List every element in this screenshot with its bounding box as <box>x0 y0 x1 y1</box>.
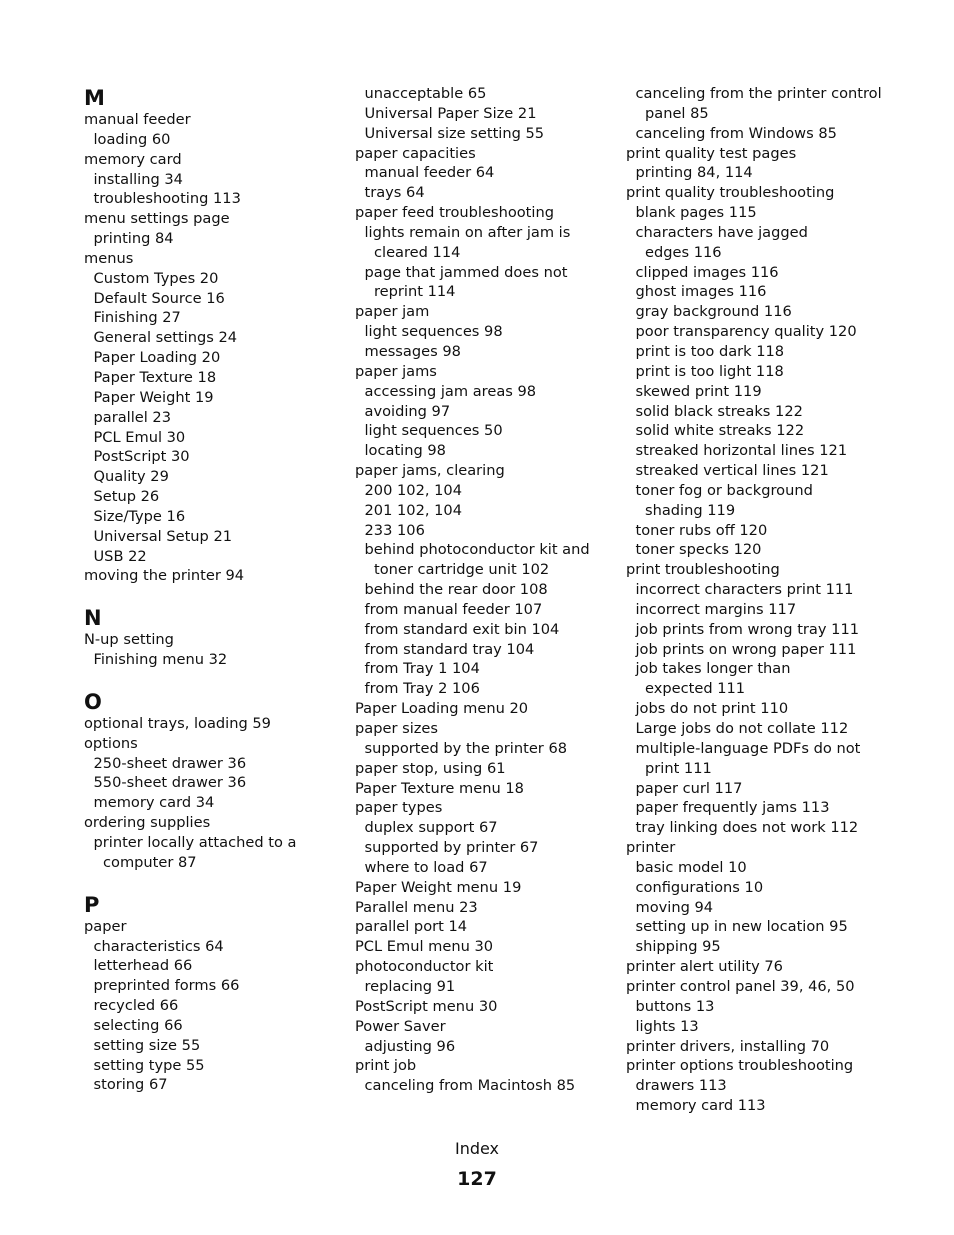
index-subentry: behind the rear door 108 <box>364 581 548 599</box>
index-subentry: from Tray 2 106 <box>364 680 480 698</box>
index-entry: PCL Emul menu 30 <box>355 938 494 956</box>
index-entry-continuation: computer 87 <box>103 853 197 871</box>
index-subentry: drawers 113 <box>635 1077 727 1095</box>
index-entry: parallel port 14 <box>355 918 468 936</box>
index-column-1 <box>84 84 339 1095</box>
index-subentry: Finishing menu 32 <box>93 651 228 669</box>
index-subentry: setting size 55 <box>93 1036 201 1054</box>
index-subentry: streaked vertical lines 121 <box>635 462 829 480</box>
index-subentry: print is too dark 118 <box>635 342 785 360</box>
index-subentry: duplex support 67 <box>364 819 498 837</box>
index-subentry: job takes longer than <box>635 660 791 678</box>
index-subentry: avoiding 97 <box>364 402 451 420</box>
section-gap <box>84 586 339 604</box>
section-letter-heading: N <box>84 606 102 631</box>
index-subentry: light sequences 50 <box>364 422 503 440</box>
index-entry-continuation: edges 116 <box>645 243 722 261</box>
index-subentry: trays 64 <box>364 184 425 202</box>
index-entry: Paper Texture menu 18 <box>355 779 524 797</box>
index-entry: paper stop, using 61 <box>355 759 506 777</box>
index-entry: manual feeder <box>84 111 191 128</box>
index-subentry: supported by the printer 68 <box>364 739 568 757</box>
index-subentry: ghost images 116 <box>635 283 767 301</box>
index-subentry: jobs do not print 110 <box>635 700 789 718</box>
index-subentry: 550-sheet drawer 36 <box>93 774 247 792</box>
index-subentry: Size/Type 16 <box>93 507 186 525</box>
index-subentry: loading 60 <box>93 130 171 148</box>
index-subentry: replacing 91 <box>364 977 456 995</box>
index-subentry: printing 84 <box>93 230 174 248</box>
index-entry: Power Saver <box>355 1017 446 1035</box>
index-subentry: where to load 67 <box>364 858 488 876</box>
index-entry: paper <box>84 917 127 935</box>
index-column-3 <box>626 84 896 1116</box>
index-subentry: supported by printer 67 <box>364 839 539 857</box>
index-subentry: from standard exit bin 104 <box>364 620 560 638</box>
index-subentry: configurations 10 <box>635 878 764 896</box>
index-entry: print quality test pages <box>626 144 797 162</box>
section-gap <box>84 670 339 688</box>
index-subentry: page that jammed does not <box>364 263 568 281</box>
index-subentry: unacceptable 65 <box>364 85 487 102</box>
index-subentry: accessing jam areas 98 <box>364 382 537 400</box>
index-subentry: from manual feeder 107 <box>364 600 543 618</box>
index-subentry: installing 34 <box>93 170 183 188</box>
index-entry: Paper Weight menu 19 <box>355 878 522 896</box>
index-entry: ordering supplies <box>84 814 211 832</box>
index-subentry: from standard tray 104 <box>364 640 535 658</box>
index-subentry: incorrect characters print 111 <box>635 581 854 599</box>
index-subentry: messages 98 <box>364 342 461 360</box>
section-letter-heading: O <box>84 689 102 714</box>
index-subentry: from Tray 1 104 <box>364 660 480 678</box>
index-subentry: recycled 66 <box>93 997 179 1015</box>
index-subentry: streaked horizontal lines 121 <box>635 442 848 460</box>
index-subentry: buttons 13 <box>635 997 715 1015</box>
index-subentry: Paper Texture 18 <box>93 368 217 386</box>
index-subentry: gray background 116 <box>635 303 792 321</box>
index-subentry: manual feeder 64 <box>364 164 495 182</box>
index-subentry: USB 22 <box>93 547 147 565</box>
index-subentry: General settings 24 <box>93 329 238 347</box>
index-subentry: 250-sheet drawer 36 <box>93 754 247 772</box>
index-entry: PostScript menu 30 <box>355 997 498 1015</box>
index-subentry: Quality 29 <box>93 468 169 486</box>
index-subentry: printing 84, 114 <box>635 164 753 182</box>
index-subentry: printer locally attached to a <box>93 834 297 851</box>
index-subentry: locating 98 <box>364 442 446 460</box>
index-subentry: adjusting 96 <box>364 1037 456 1055</box>
index-entry-continuation: expected 111 <box>645 680 746 698</box>
index-subentry: paper frequently jams 113 <box>635 799 830 817</box>
index-entry: memory card <box>84 150 182 168</box>
index-subentry: toner fog or background <box>635 481 813 499</box>
index-entry: N-up setting <box>84 631 174 649</box>
index-subentry: Finishing 27 <box>93 309 181 327</box>
index-subentry: Default Source 16 <box>93 289 225 307</box>
index-entry: paper sizes <box>355 720 438 737</box>
index-entry: print quality troubleshooting <box>626 184 835 202</box>
index-subentry: troubleshooting 113 <box>93 190 241 208</box>
index-subentry: poor transparency quality 120 <box>635 323 857 341</box>
index-subentry: canceling from Macintosh 85 <box>364 1077 576 1095</box>
index-entry: menus <box>84 249 134 267</box>
index-subentry: setting up in new location 95 <box>635 918 848 936</box>
index-entry: print job <box>355 1057 417 1075</box>
index-entry-continuation: cleared 114 <box>374 243 461 261</box>
index-subentry: skewed print 119 <box>635 382 762 400</box>
index-subentry: memory card 34 <box>93 794 215 812</box>
index-subentry: basic model 10 <box>635 858 747 876</box>
index-subentry: canceling from the printer control <box>635 85 882 102</box>
index-subentry: solid white streaks 122 <box>635 422 805 440</box>
index-subentry: toner rubs off 120 <box>635 521 768 539</box>
index-subentry: shipping 95 <box>635 938 721 956</box>
section-gap <box>84 873 339 891</box>
index-subentry: Universal Paper Size 21 <box>364 104 537 122</box>
index-subentry: light sequences 98 <box>364 323 503 341</box>
index-subentry: characters have jagged <box>635 223 808 241</box>
index-entry-continuation: print 111 <box>645 759 712 777</box>
index-subentry: multiple-language PDFs do not <box>635 739 861 757</box>
index-subentry: Paper Weight 19 <box>93 388 214 406</box>
index-entry: moving the printer 94 <box>84 567 245 585</box>
index-entry: print troubleshooting <box>626 561 780 579</box>
index-subentry: paper curl 117 <box>635 779 743 797</box>
index-entry: paper jams, clearing <box>355 462 505 480</box>
footer-section-label: Index <box>454 1139 500 1158</box>
index-entry: paper jam <box>355 303 430 321</box>
index-entry: paper jams <box>355 362 437 380</box>
index-entry: photoconductor kit <box>355 958 494 976</box>
index-entry: printer <box>626 839 676 857</box>
index-entry: options <box>84 734 138 752</box>
section-letter-heading: M <box>84 86 105 110</box>
index-subentry: characteristics 64 <box>93 937 224 955</box>
index-entry: printer options troubleshooting <box>626 1057 854 1075</box>
index-entry: menu settings page <box>84 210 230 228</box>
index-subentry: tray linking does not work 112 <box>635 819 859 837</box>
index-subentry: Universal Setup 21 <box>93 527 233 545</box>
index-subentry: lights remain on after jam is <box>364 223 571 241</box>
index-subentry: 200 102, 104 <box>364 481 462 499</box>
index-entry: printer drivers, installing 70 <box>626 1037 830 1055</box>
index-subentry: PCL Emul 30 <box>93 428 186 446</box>
index-subentry: Paper Loading 20 <box>93 349 221 367</box>
index-subentry: memory card 113 <box>635 1097 766 1115</box>
index-subentry: incorrect margins 117 <box>635 600 797 618</box>
index-column-2 <box>355 84 615 1096</box>
index-subentry: job prints from wrong tray 111 <box>635 620 860 638</box>
index-subentry: storing 67 <box>93 1076 168 1094</box>
index-subentry: solid black streaks 122 <box>635 402 803 420</box>
index-subentry: setting type 55 <box>93 1056 205 1074</box>
index-entry-continuation: shading 119 <box>645 501 736 519</box>
index-entry: paper feed troubleshooting <box>355 204 554 222</box>
index-subentry: behind photoconductor kit and <box>364 541 590 559</box>
footer-page-number: 127 <box>457 1168 497 1190</box>
index-entry: Parallel menu 23 <box>355 898 478 916</box>
index-subentry: Universal size setting 55 <box>364 124 545 142</box>
index-entry-continuation: toner cartridge unit 102 <box>374 561 550 579</box>
index-subentry: Setup 26 <box>93 488 160 506</box>
index-subentry: clipped images 116 <box>635 263 779 281</box>
index-subentry: blank pages 115 <box>635 204 757 222</box>
index-entry: printer alert utility 76 <box>626 958 783 976</box>
index-entry: printer control panel 39, 46, 50 <box>626 977 855 995</box>
index-entry-continuation: reprint 114 <box>374 283 456 301</box>
index-subentry: canceling from Windows 85 <box>635 124 837 142</box>
index-subentry: toner specks 120 <box>635 541 762 559</box>
index-subentry: parallel 23 <box>93 408 172 426</box>
index-entry: paper types <box>355 799 443 817</box>
index-subentry: job prints on wrong paper 111 <box>635 640 857 658</box>
section-letter-heading: P <box>84 892 100 917</box>
index-subentry: Large jobs do not collate 112 <box>635 720 849 737</box>
index-subentry: Custom Types 20 <box>93 269 219 287</box>
index-subentry: preprinted forms 66 <box>93 977 240 995</box>
index-subentry: selecting 66 <box>93 1016 183 1034</box>
index-subentry: print is too light 118 <box>635 362 784 380</box>
index-subentry: moving 94 <box>635 898 714 916</box>
index-subentry: lights 13 <box>635 1017 699 1035</box>
index-entry: Paper Loading menu 20 <box>355 700 529 718</box>
index-entry: paper capacities <box>355 144 476 162</box>
index-subentry: PostScript 30 <box>93 448 190 466</box>
index-subentry: 233 106 <box>364 521 425 539</box>
index-entry-continuation: panel 85 <box>645 104 709 122</box>
index-entry: optional trays, loading 59 <box>84 714 271 732</box>
index-subentry: letterhead 66 <box>93 957 193 975</box>
index-subentry: 201 102, 104 <box>364 501 462 519</box>
